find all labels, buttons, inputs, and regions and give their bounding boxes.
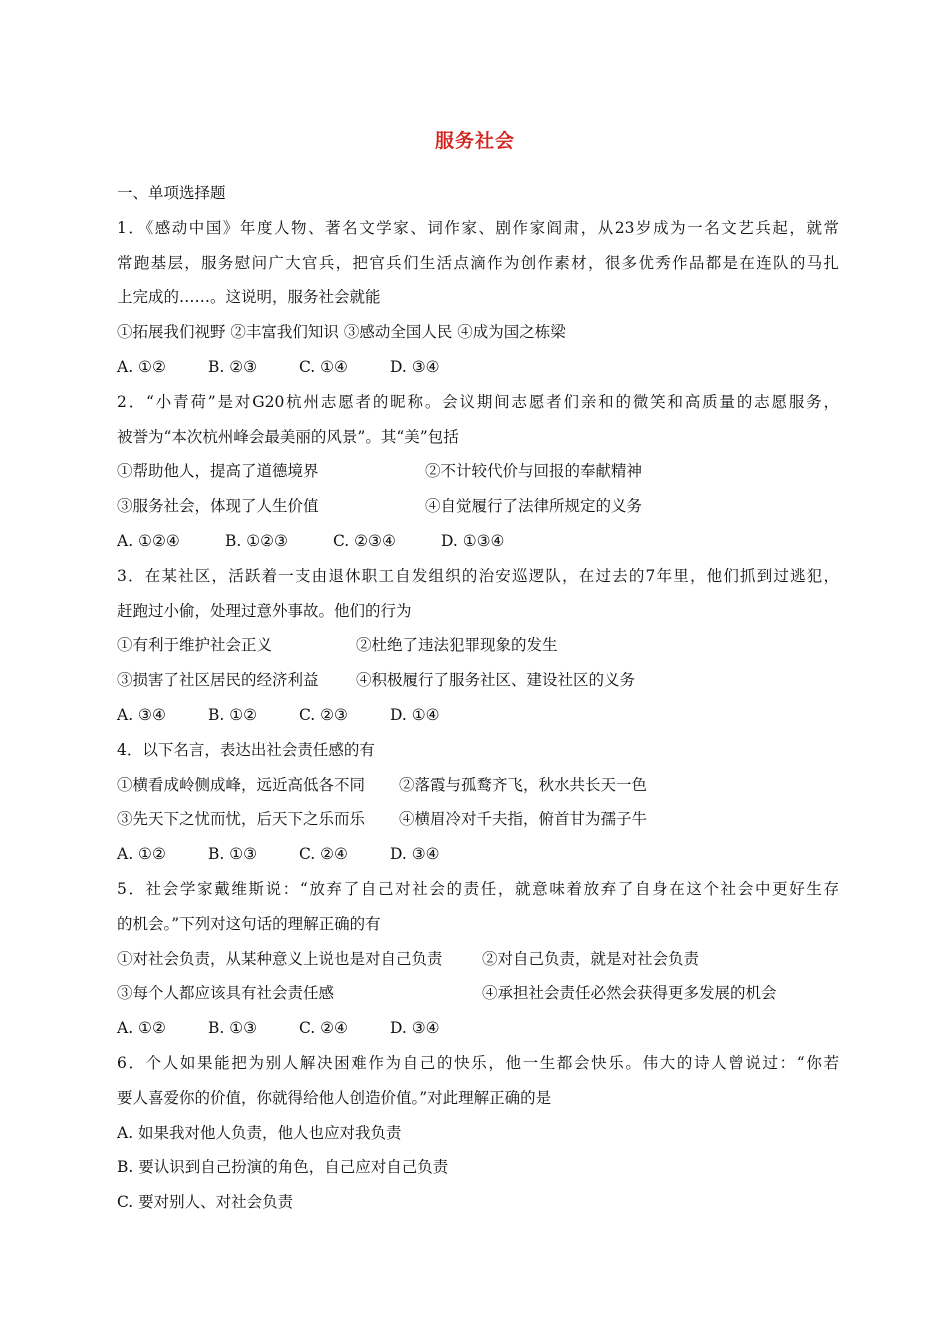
choice-b: B. 要认识到自己扮演的角色，自己应对自己负责 [117, 1158, 449, 1177]
option-3: ③先天下之忧而忧，后天下之乐而乐 [117, 810, 366, 829]
choice-b: B. ①③ [208, 1019, 258, 1038]
option-4: ④自觉履行了法律所规定的义务 [425, 497, 643, 516]
question-stem-line: 2．“小青荷”是对G20杭州志愿者的昵称。会议期间志愿者们亲和的微笑和高质量的志愿服务， [117, 392, 839, 411]
options-row [117, 489, 839, 524]
question-6 [117, 1046, 839, 1220]
choice-b: B. ①② [208, 705, 258, 724]
choice-d: D. ③④ [390, 357, 440, 376]
option-1: ①横看成岭侧成峰，远近高低各不同 [117, 775, 366, 794]
choice-c: C. 要对别人、对社会负责 [117, 1193, 294, 1212]
option-2: ②不计较代价与回报的奉献精神 [425, 462, 643, 481]
choice-b: B. ①②③ [225, 531, 288, 550]
option-1: ①有利于维护社会正义 [117, 636, 273, 655]
options-row [117, 663, 839, 698]
question-3 [117, 559, 839, 733]
answer-choices [117, 698, 839, 733]
option-1: ①对社会负责，从某种意义上说也是对自己负责 [117, 949, 443, 968]
question-stem-line: 3．在某社区，活跃着一支由退休职工自发组织的治安巡逻队，在过去的7年里，他们抓到过逃犯， [117, 566, 839, 585]
answer-choices [117, 1011, 839, 1046]
options-row [117, 942, 839, 977]
answer-choices [117, 524, 839, 559]
section-heading: 一、单项选择题 [117, 184, 226, 202]
question-4 [117, 733, 839, 872]
question-stem-line: 被誉为“本次杭州峰会最美丽的风景”。其“美”包括 [117, 427, 459, 446]
option-4: ④承担社会责任必然会获得更多发展的机会 [482, 984, 777, 1003]
choice-c: C. ②④ [299, 845, 348, 864]
question-stem-line: 上完成的……。这说明，服务社会就能 [117, 288, 381, 307]
options-row [117, 802, 839, 837]
question-stem-line: 要人喜爱你的价值，你就得给他人创造价值。”对此理解正确的是 [117, 1088, 552, 1107]
options-row [117, 628, 839, 663]
choice-a: A. 如果我对他人负责，他人也应对我负责 [117, 1123, 402, 1142]
choice-b: B. ①③ [208, 845, 258, 864]
option-3: ③损害了社区居民的经济利益 [117, 671, 319, 690]
options-row [117, 768, 839, 803]
option-3: ③服务社会，体现了人生价值 [117, 497, 319, 516]
option-1: ①帮助他人，提高了道德境界 [117, 462, 319, 481]
option-3: ③每个人都应该具有社会责任感 [117, 984, 335, 1003]
option-2: ②杜绝了违法犯罪现象的发生 [356, 636, 558, 655]
question-stem-line: 1．《感动中国》年度人物、著名文学家、词作家、剧作家阎肃，从23岁成为一名文艺兵起，就常 [117, 218, 839, 237]
choice-c: C. ②③④ [333, 531, 396, 550]
question-2 [117, 385, 839, 559]
option-4: ④积极履行了服务社区、建设社区的义务 [356, 671, 636, 690]
options-row [117, 976, 839, 1011]
choice-d: D. ③④ [390, 1019, 440, 1038]
choice-a: A. ①②④ [117, 531, 180, 550]
question-stem-line: 常跑基层，服务慰问广大官兵，把官兵们生活点滴作为创作素材，很多优秀作品都是在连队的马扎 [117, 253, 839, 272]
option-2: ②落霞与孤鹜齐飞，秋水共长天一色 [399, 775, 648, 794]
question-1 [117, 211, 839, 385]
option-4: ④横眉冷对千夫指，俯首甘为孺子牛 [399, 810, 648, 829]
choice-a: A. ③④ [117, 705, 166, 724]
document-body [117, 176, 839, 1220]
choice-d: D. ①③④ [441, 531, 505, 550]
question-stem-line: 赶跑过小偷，处理过意外事故。他们的行为 [117, 601, 412, 620]
choice-d: D. ①④ [390, 705, 440, 724]
question-5 [117, 872, 839, 1046]
choice-b: B. ②③ [208, 357, 258, 376]
choice-c: C. ②④ [299, 1019, 348, 1038]
question-stem-line: 5．社会学家戴维斯说：“放弃了自己对社会的责任，就意味着放弃了自身在这个社会中更好生存 [117, 879, 839, 898]
choice-a: A. ①② [117, 845, 166, 864]
option-2: ②对自己负责，就是对社会负责 [482, 949, 700, 968]
answer-choices [117, 350, 839, 385]
choice-c: C. ②③ [299, 705, 348, 724]
question-stem-line: 4．以下名言，表达出社会责任感的有 [117, 740, 375, 759]
choice-d: D. ③④ [390, 845, 440, 864]
question-stem-line: 的机会。”下列对这句话的理解正确的有 [117, 914, 381, 933]
options-line: ①拓展我们视野 ②丰富我们知识 ③感动全国人民 ④成为国之栋梁 [117, 323, 566, 342]
question-stem-line: 6．个人如果能把为别人解决困难作为自己的快乐，他一生都会快乐。伟大的诗人曾说过：“你若 [117, 1053, 839, 1072]
choice-a: A. ①② [117, 1019, 166, 1038]
options-row [117, 454, 839, 489]
choice-a: A. ①② [117, 357, 166, 376]
answer-choices [117, 837, 839, 872]
document-title: 服务社会 [434, 130, 515, 152]
choice-c: C. ①④ [299, 357, 348, 376]
